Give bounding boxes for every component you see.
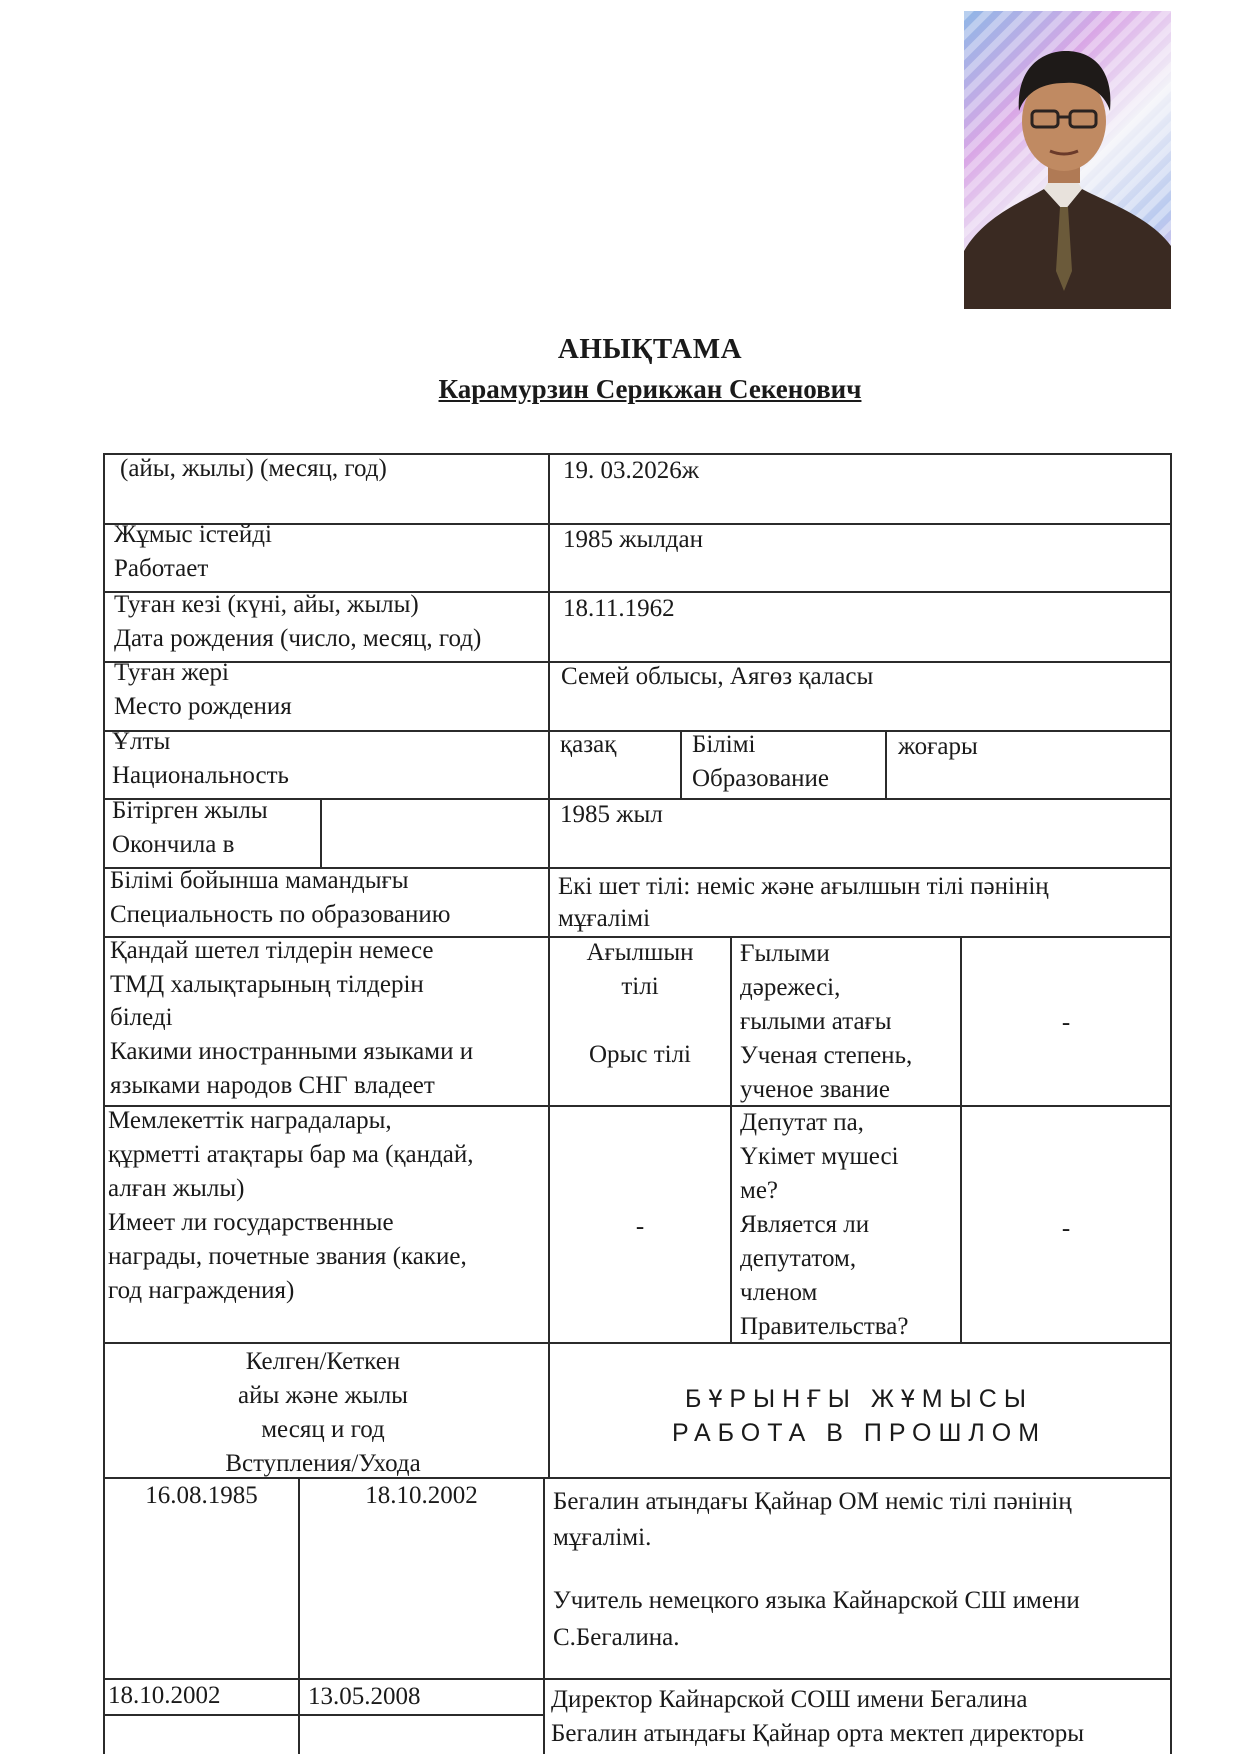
deputy-label-line-4: Является ли [740,1211,870,1238]
languages-label-line-5: языками народов СНГ владеет [110,1072,435,1099]
awards-value: - [635,1213,645,1240]
graduated-label-ru: Окончила в [112,831,235,858]
languages-label-line-3: біледі [110,1004,173,1031]
table-rule [103,1678,1172,1680]
table-rule [960,936,962,1342]
degree-value: - [1061,1009,1071,1036]
history-entry-1-line-4: С.Бегалина. [553,1624,680,1651]
specialty-label-kz: Білімі бойынша мамандығы [110,867,409,894]
history-entry-2-from: 18.10.2002 [108,1682,221,1709]
history-entry-1-line-1: Бегалин атындағы Қайнар ОМ неміс тілі пәнінің [553,1488,1072,1515]
nationality-label-ru: Национальность [112,762,289,789]
languages-label-line-4: Какими иностранными языками и [110,1038,474,1065]
table-rule [543,1477,545,1754]
deputy-label-line-2: Үкімет мүшесі [740,1143,899,1170]
history-dates-header-line-1: Келген/Кеткен [245,1348,401,1375]
birth-date-label-ru: Дата рождения (число, месяц, год) [114,625,482,652]
degree-label-line-4: Ученая степень, [740,1042,913,1069]
table-rule [320,798,322,867]
person-name: Карамурзин Серикжан Секенович [438,374,862,404]
deputy-label-line-3: ме? [740,1177,779,1204]
specialty-label-ru: Специальность по образованию [110,901,451,928]
deputy-label-line-7: Правительства? [740,1313,909,1340]
languages-label-line-2: ТМД халықтарының тілдерін [110,971,424,998]
table-rule [730,936,732,1342]
deputy-label-line-6: членом [740,1279,818,1306]
birth-place-value: Семей облысы, Аягөз қаласы [561,663,874,690]
works-label-ru: Работает [114,555,209,582]
table-rule [103,730,1172,732]
awards-label-line-5: награды, почетные звания (какие, [108,1243,467,1270]
works-value: 1985 жылдан [563,526,703,553]
deputy-value: - [1061,1215,1071,1242]
table-rule [298,1477,300,1754]
history-entry-1-from: 16.08.1985 [145,1482,258,1509]
languages-value-line-3: Орыс тілі [589,1041,691,1068]
education-label-ru: Образование [692,765,830,792]
degree-label-line-5: ученое звание [740,1076,890,1103]
deputy-label-line-1: Депутат па, [740,1109,864,1136]
table-border-right [1170,453,1172,1754]
awards-label-line-2: құрметті атақтары бар ма (қандай, [108,1141,474,1168]
portrait-photo [964,11,1171,309]
history-entry-1-to: 18.10.2002 [365,1482,478,1509]
awards-label-line-1: Мемлекеттік наградалары, [108,1107,392,1134]
history-dates-header-line-3: месяц и год [261,1416,385,1443]
history-entry-2-line-2: Бегалин атындағы Қайнар орта мектеп директоры [551,1720,1085,1747]
history-entry-1-line-2: мұғалімі. [553,1524,652,1551]
awards-label-line-3: алған жылы) [108,1175,245,1202]
history-dates-header-line-2: айы және жылы [238,1382,408,1409]
history-entry-2-line-1: Директор Кайнарской СОШ имени Бегалина [551,1686,1028,1713]
history-work-header-kz: БҰРЫНҒЫ ЖҰМЫСЫ [685,1385,1033,1413]
awards-label-line-6: год награждения) [108,1277,295,1304]
table-rule [103,1714,543,1716]
history-entry-1-line-3: Учитель немецкого языка Кайнарской СШ имени [553,1587,1080,1614]
degree-label-line-2: дәрежесі, [740,974,841,1001]
history-entry-2-to: 13.05.2008 [308,1683,421,1710]
graduated-label-kz: Бітірген жылы [112,797,268,824]
education-value: жоғары [898,733,978,760]
table-border-left [103,453,105,1754]
degree-label-line-1: Ғылыми [740,940,830,967]
deputy-label-line-5: депутатом, [740,1245,857,1272]
date-value: 19. 03.2026ж [563,457,700,484]
education-label-kz: Білімі [692,731,756,758]
history-dates-header-line-4: Вступления/Ухода [225,1450,421,1477]
date-label: (айы, жылы) (месяц, год) [120,455,387,482]
degree-label-line-3: ғылыми атағы [740,1008,892,1035]
languages-value-line-2: тілі [621,973,659,1000]
table-rule [885,730,887,798]
languages-label-line-1: Қандай шетел тілдерін немесе [110,937,434,964]
birth-place-label-ru: Место рождения [114,693,292,720]
birth-place-label-kz: Туған жері [114,659,229,686]
history-work-header-ru: РАБОТА В ПРОШЛОМ [671,1419,1047,1447]
nationality-value: қазақ [560,731,617,758]
document-title: АНЫҚТАМА [557,333,743,365]
birth-date-value: 18.11.1962 [563,595,675,622]
table-rule [103,1342,1172,1344]
specialty-value-line-1: Екі шет тілі: неміс және ағылшын тілі пәнінің [558,873,1049,900]
nationality-label-kz: Ұлты [112,728,171,755]
table-rule [680,730,682,798]
works-label-kz: Жұмыс істейді [114,521,272,548]
specialty-value-line-2: мұғалімі [558,905,651,932]
awards-label-line-4: Имеет ли государственные [108,1209,394,1236]
languages-value-line-1: Ағылшын [586,939,694,966]
graduated-value: 1985 жыл [560,801,663,828]
birth-date-label-kz: Туған кезі (күні, айы, жылы) [114,591,419,618]
